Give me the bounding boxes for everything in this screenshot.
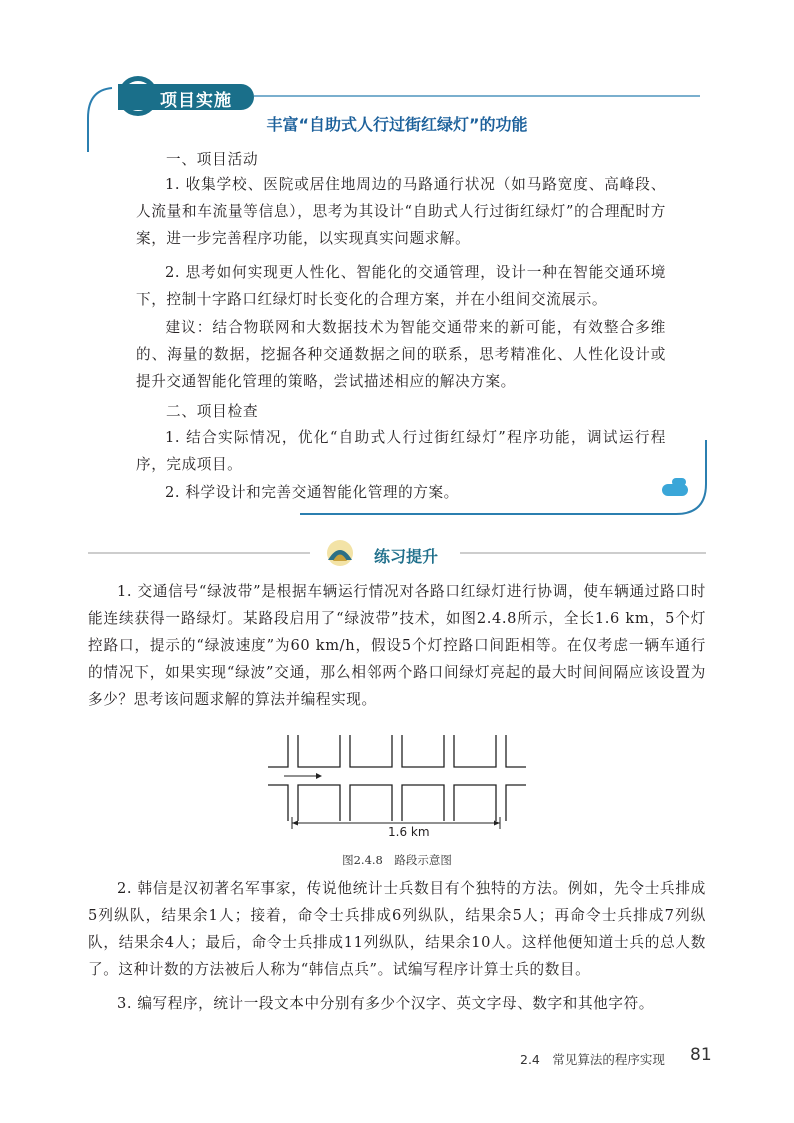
question-1 — [88, 578, 706, 713]
activity-item-1 — [136, 171, 666, 252]
question-1-text: 1. 交通信号“绿波带”是根据车辆运行情况对各路口红绿灯进行协调，使车辆通过路口时能连续获得一路绿灯。某路段启用了“绿波带”技术，如图2.4.8所示，全长1.6 km，5个灯控路口，提示的“绿波速度”为60 km/h，假设5个灯控路口间距相等。在仅考虑一辆车通行的情况下，如果实现“绿波”交通，那么相邻两个路口间绿灯亮起的最大时间间隔应该设置为多少？思考该问题求解的算法并编程实现。 — [88, 583, 706, 708]
check-item-1-text: 1. 结合实际情况，优化“自助式人行过街红绿灯”程序功能，调试运行程序，完成项目。 — [136, 429, 666, 473]
check-item-2 — [136, 479, 666, 506]
section-header: 项目实施 — [160, 91, 232, 111]
check-item-2-text: 2. 科学设计和完善交通智能化管理的方案。 — [165, 484, 459, 501]
activity-suggestion — [136, 314, 666, 395]
road-length-label: 1.6 km — [388, 825, 430, 839]
check-heading: 二、项目检查 — [166, 403, 259, 420]
figure-caption: 图2.4.8 路段示意图 — [342, 853, 452, 867]
activity-heading: 一、项目活动 — [166, 151, 259, 168]
question-2-text: 2. 韩信是汉初著名军事家，传说他统计士兵数目有个独特的方法。例如，先令士兵排成5列纵队，结果余1人；接着，命令士兵排成6列纵队，结果余5人；再命令士兵排成7列纵队，结果余4人；最后，命令士兵排成11列纵队，结果余10人。这样他便知道士兵的总人数了。这种计数的方法被后人称为“韩信点兵”。试编写程序计算士兵的数目。 — [88, 880, 706, 978]
question-3-text: 3. 编写程序，统计一段文本中分别有多少个汉字、英文字母、数字和其他字符。 — [117, 995, 654, 1012]
activity-suggestion-text: 建议：结合物联网和大数据技术为智能交通带来的新可能，有效整合多维的、海量的数据，挖掘各种交通数据之间的联系，思考精准化、人性化设计或提升交通智能化管理的策略，尝试描述相应的解决方案。 — [136, 319, 666, 390]
section-title: 丰富“自助式人行过街红绿灯”的功能 — [266, 115, 528, 134]
footer-section-label: 2.4 常见算法的程序实现 — [520, 1052, 665, 1067]
question-3 — [88, 990, 706, 1017]
question-2 — [88, 875, 706, 983]
activity-item-2 — [136, 259, 666, 313]
check-item-1 — [136, 424, 666, 478]
page-number: 81 — [690, 1045, 712, 1065]
practice-title: 练习提升 — [374, 547, 439, 566]
activity-item-1-text: 1. 收集学校、医院或居住地周边的马路通行状况（如马路宽度、高峰段、人流量和车流量等信息），思考为其设计“自助式人行过街红绿灯”的合理配时方案，进一步完善程序功能，以实现真实问题求解。 — [136, 176, 666, 247]
activity-item-2-text: 2. 思考如何实现更人性化、智能化的交通管理，设计一种在智能交通环境下，控制十字路口红绿灯时长变化的合理方案，并在小组间交流展示。 — [136, 264, 666, 308]
practice-icon — [327, 540, 353, 566]
direction-arrow-icon — [316, 773, 322, 779]
